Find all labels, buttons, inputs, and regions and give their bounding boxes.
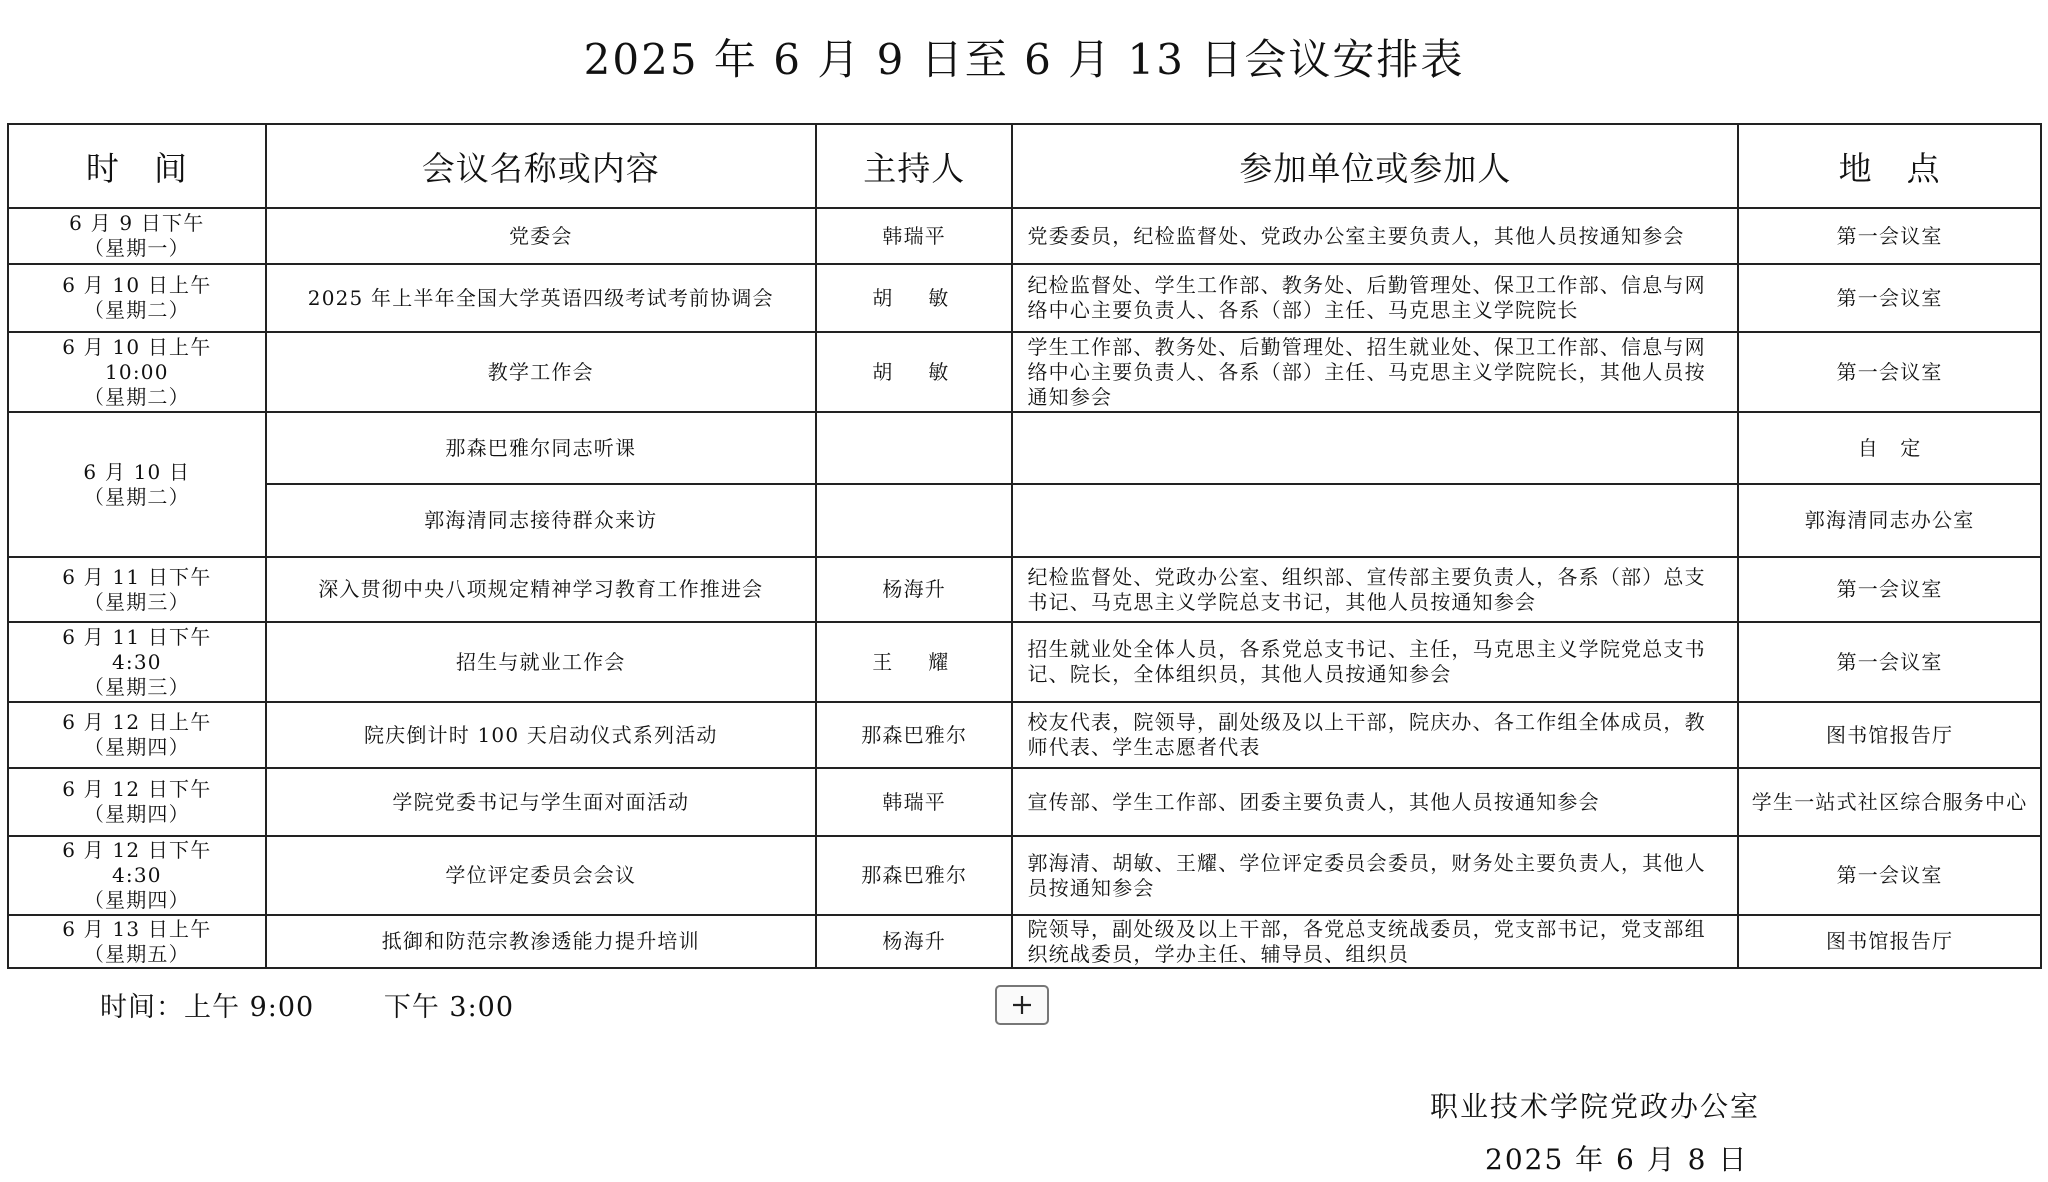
afternoon-time: 下午 3:00	[383, 992, 515, 1023]
table-row	[8, 836, 2041, 915]
table-row	[8, 412, 2041, 484]
table-row	[8, 264, 2041, 332]
table-row	[8, 332, 2041, 412]
time-date: 6 月 11 日下午	[62, 564, 212, 589]
host-cell: 那森巴雅尔	[816, 836, 1012, 915]
location-cell: 第一会议室	[1738, 557, 2041, 622]
time-clock: 4:30	[111, 649, 162, 674]
time-weekday: （星期二）	[83, 384, 190, 409]
table-row	[8, 768, 2041, 836]
meeting-cell: 党委会	[266, 208, 816, 264]
header-time: 时 间	[8, 124, 266, 208]
attendees-cell: 招生就业处全体人员，各系党总支书记、主任，马克思主义学院党总支书记、院长，全体组织员，其他人员按通知参会	[1012, 622, 1738, 702]
location-cell: 自 定	[1738, 412, 2041, 484]
attendees-cell: 宣传部、学生工作部、团委主要负责人，其他人员按通知参会	[1012, 768, 1738, 836]
meeting-cell: 抵御和防范宗教渗透能力提升培训	[266, 915, 816, 968]
time-date: 6 月 10 日	[83, 459, 191, 484]
host-cell: 韩瑞平	[816, 768, 1012, 836]
meeting-cell: 院庆倒计时 100 天启动仪式系列活动	[266, 702, 816, 768]
location-cell: 学生一站式社区综合服务中心	[1738, 768, 2041, 836]
time-date: 6 月 12 日下午	[62, 838, 212, 862]
time-cell	[8, 557, 266, 622]
time-date: 6 月 9 日下午	[69, 211, 205, 235]
header-meeting: 会议名称或内容	[266, 124, 816, 208]
time-weekday: （星期二）	[83, 484, 190, 509]
location-cell: 第一会议室	[1738, 622, 2041, 702]
table-row	[8, 702, 2041, 768]
host-cell	[816, 484, 1012, 557]
meeting-cell: 招生与就业工作会	[266, 622, 816, 702]
location-cell: 图书馆报告厅	[1738, 702, 2041, 768]
host-cell: 王 耀	[816, 622, 1012, 702]
table-row	[8, 208, 2041, 264]
host-cell: 杨海升	[816, 557, 1012, 622]
issuing-office: 职业技术学院党政办公室	[1430, 1090, 1761, 1123]
time-cell	[8, 208, 266, 264]
time-weekday: （星期五）	[83, 941, 190, 966]
time-cell	[8, 622, 266, 702]
attendees-cell: 校友代表，院领导，副处级及以上干部，院庆办、各工作组全体成员，教师代表、学生志愿者代表	[1012, 702, 1738, 768]
location-cell: 第一会议室	[1738, 836, 2041, 915]
location-cell: 第一会议室	[1738, 332, 2041, 412]
time-cell	[8, 412, 266, 557]
time-cell	[8, 264, 266, 332]
host-cell	[816, 412, 1012, 484]
meeting-cell: 2025 年上半年全国大学英语四级考试考前协调会	[266, 264, 816, 332]
meeting-time-note	[100, 985, 514, 1024]
add-row-button[interactable]	[995, 985, 1049, 1025]
time-weekday: （星期四）	[83, 888, 190, 912]
attendees-cell: 学生工作部、教务处、后勤管理处、招生就业处、保卫工作部、信息与网络中心主要负责人、各系（部）主任、马克思主义学院院长，其他人员按通知参会	[1012, 332, 1738, 412]
meeting-cell: 学位评定委员会会议	[266, 836, 816, 915]
time-clock: 10:00	[104, 359, 169, 384]
attendees-cell: 纪检监督处、党政办公室、组织部、宣传部主要负责人，各系（部）总支书记、马克思主义学院总支书记，其他人员按通知参会	[1012, 557, 1738, 622]
meeting-cell: 深入贯彻中央八项规定精神学习教育工作推进会	[266, 557, 816, 622]
time-weekday: （星期四）	[83, 735, 190, 759]
header-host: 主持人	[816, 124, 1012, 208]
time-date: 6 月 12 日下午	[62, 777, 212, 801]
time-weekday: （星期三）	[83, 674, 190, 699]
time-date: 6 月 11 日下午	[62, 624, 212, 649]
morning-time: 时间：上午 9:00	[100, 992, 315, 1023]
table-row	[8, 484, 2041, 557]
attendees-cell: 郭海清、胡敏、王耀、学位评定委员会委员，财务处主要负责人，其他人员按通知参会	[1012, 836, 1738, 915]
issue-date: 2025 年 6 月 8 日	[1485, 1143, 1749, 1176]
document-title: 2025 年 6 月 9 日至 6 月 13 日会议安排表	[583, 35, 1465, 84]
attendees-cell: 纪检监督处、学生工作部、教务处、后勤管理处、保卫工作部、信息与网络中心主要负责人、各系（部）主任、马克思主义学院院长	[1012, 264, 1738, 332]
location-cell: 图书馆报告厅	[1738, 915, 2041, 968]
time-cell	[8, 332, 266, 412]
header-location: 地 点	[1738, 124, 2041, 208]
attendees-cell	[1012, 484, 1738, 557]
host-cell: 韩瑞平	[816, 208, 1012, 264]
time-date: 6 月 12 日上午	[62, 710, 212, 734]
host-cell: 胡 敏	[816, 264, 1012, 332]
host-cell: 胡 敏	[816, 332, 1012, 412]
table-header-row	[8, 124, 2041, 208]
time-weekday: （星期四）	[83, 802, 190, 826]
meeting-cell: 郭海清同志接待群众来访	[266, 484, 816, 557]
attendees-cell	[1012, 412, 1738, 484]
time-cell	[8, 836, 266, 915]
attendees-cell: 党委委员，纪检监督处、党政办公室主要负责人，其他人员按通知参会	[1012, 208, 1738, 264]
meeting-schedule-table	[7, 123, 2042, 969]
table-row	[8, 622, 2041, 702]
time-cell	[8, 915, 266, 968]
table-row	[8, 915, 2041, 968]
time-weekday: （星期一）	[83, 236, 190, 260]
location-cell: 第一会议室	[1738, 208, 2041, 264]
meeting-cell: 教学工作会	[266, 332, 816, 412]
time-clock: 4:30	[111, 863, 162, 887]
plus-icon	[1009, 992, 1035, 1018]
location-cell: 第一会议室	[1738, 264, 2041, 332]
location-cell: 郭海清同志办公室	[1738, 484, 2041, 557]
host-cell: 杨海升	[816, 915, 1012, 968]
time-date: 6 月 10 日上午	[62, 273, 212, 297]
time-date: 6 月 10 日上午	[62, 334, 212, 359]
attendees-cell: 院领导，副处级及以上干部，各党总支统战委员，党支部书记，党支部组织统战委员，学办主任、辅导员、组织员	[1012, 915, 1738, 968]
time-cell	[8, 702, 266, 768]
meeting-cell: 那森巴雅尔同志听课	[266, 412, 816, 484]
time-weekday: （星期二）	[83, 298, 190, 322]
table-row	[8, 557, 2041, 622]
host-cell: 那森巴雅尔	[816, 702, 1012, 768]
time-date: 6 月 13 日上午	[62, 916, 212, 941]
time-weekday: （星期三）	[83, 589, 190, 614]
meeting-cell: 学院党委书记与学生面对面活动	[266, 768, 816, 836]
header-attendees: 参加单位或参加人	[1012, 124, 1738, 208]
time-cell	[8, 768, 266, 836]
